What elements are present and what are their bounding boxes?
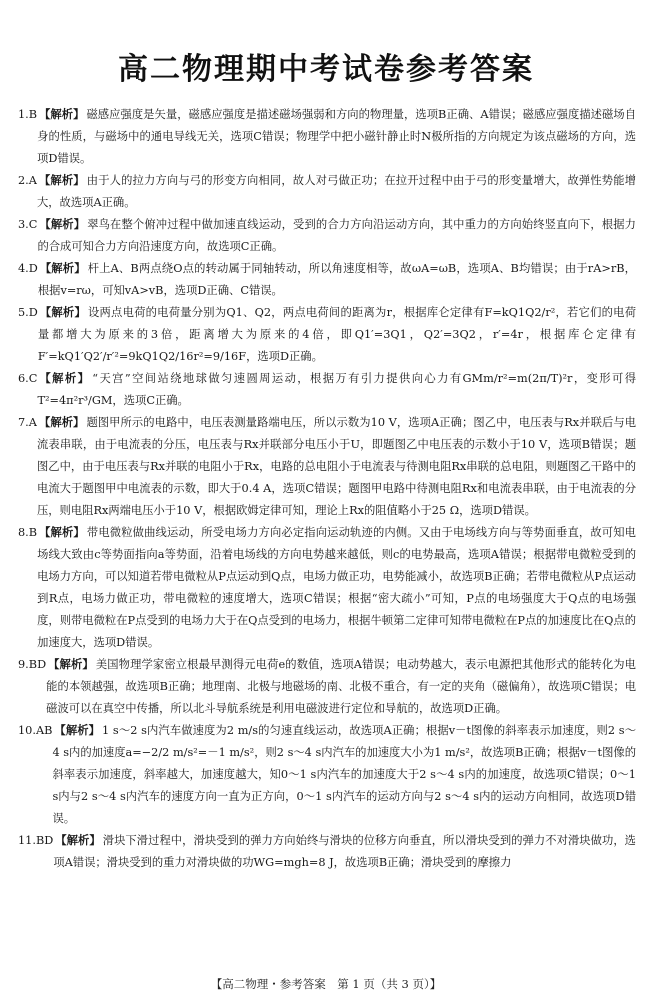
page-title: 高二物理期中考试卷参考答案 [118, 52, 534, 87]
answer-number: 3. [18, 218, 29, 231]
analysis-tag: 【解析】 [39, 108, 85, 121]
analysis-tag: 【解析】 [39, 526, 85, 539]
analysis-tag: 【解析】 [38, 416, 85, 429]
answer-choice: D [28, 262, 38, 275]
page-footer: 【高二物理・参考答案 第 1 页（共 3 页）】 [210, 977, 442, 991]
answer-number: 4. [18, 262, 29, 275]
answer-choice: AB [35, 724, 53, 737]
analysis-text: 设两点电荷的电荷量分别为Q1、Q2，两点电荷间的距离为r，根据库仑定律有F=kQ1Q2/r²，若它们的电荷量都增大为原来的3倍，距离增大为原来的4倍，即Q1′=3Q1，Q2′=3Q2，r′=4r，根据库仑定律有F′=kQ1′Q2′/r′²=9kQ1Q2/16r²=9/16F，选项D正确。 [37, 306, 636, 363]
answer-number: 6. [18, 372, 29, 385]
answer-choice: C [28, 218, 38, 231]
answer-choice: D [28, 306, 38, 319]
analysis-tag: 【解析】 [38, 174, 85, 187]
answer-item-10 [18, 720, 636, 830]
analysis-text: 滑块下滑过程中，滑块受到的弹力方向始终与滑块的位移方向垂直，所以滑块受到的弹力不对滑块做功，选项A错误；滑块受到的重力对滑块做的功WG=mgh=8 J，故选项B正确；滑块受到的摩擦力 [53, 834, 636, 869]
answer-number: 8. [18, 526, 29, 539]
answer-number: 9. [18, 658, 29, 671]
analysis-text: 磁感应强度是矢量，磁感应强度是描述磁场强弱和方向的物理量，选项B正确、A错误；磁感应强度描述磁场自身的性质，与磁场中的通电导线无关，选项C错误；物理学中把小磁针静止时N极所指的方向规定为该点磁场的方向，选项D错误。 [37, 108, 636, 165]
analysis-text: 1 s～2 s内汽车做速度为2 m/s的匀速直线运动，故选项A正确；根据v－t图像的斜率表示加速度，则2 s～4 s内的加速度a=−2/2 m/s²=－1 m/s²，则2 s～4 s内汽车的加速度大小为1 m/s²，故选项B正确；根据v－t图像的斜率表示加速度，斜率越大，加速度越大，知0～1 s内汽车的加速度大于2 s～4 s内的加速度，故选项C错误；0～1 s内与2 s～4 s内汽车的速度方向一直为正方向，0～1 s内汽车的运动方向与2 s～4 s内的运动方向相同，故选项D错误。 [52, 724, 636, 825]
answer-item-2 [18, 170, 636, 214]
answer-choice: C [28, 372, 38, 385]
answer-choice: A [28, 174, 37, 187]
answer-item-6 [18, 368, 636, 412]
analysis-text: 翠鸟在整个俯冲过程中做加速直线运动，受到的合力方向沿运动方向，其中重力的方向始终竖直向下，根据力的合成可知合力方向沿速度方向，故选项C正确。 [37, 218, 636, 253]
answer-item-3 [18, 214, 636, 258]
answer-choice: BD [28, 658, 47, 671]
answer-item-1 [18, 104, 636, 170]
analysis-text: 题图甲所示的电路中，电压表测量路端电压，所以示数为10 V，选项A正确；图乙中，电压表与Rx并联后与电流表串联，由于电流表的分压，电压表与Rx并联部分电压小于U，即题图乙中电压表的示数小于10 V，选项B错误；题图乙中，由于电压表与Rx并联的电阻小于Rx，电路的总电阻小于电流表与待测电阻Rx串联的总电阻，则题图乙干路中的电流大于题图甲中电流表的示数，即大于0.4 A，选项C错误；题图甲电路中待测电阻Rx和电流表串联，由于电流表的分压，则电阻Rx两端电压小于10 V，根据欧姆定律可知，理论上Rx的阻值略小于25 Ω，选项D错误。 [36, 416, 636, 517]
answer-choice: B [28, 526, 38, 539]
answer-item-4 [18, 258, 636, 302]
analysis-tag: 【解析】 [55, 834, 101, 847]
answer-number: 2. [18, 174, 29, 187]
answer-item-7 [18, 412, 636, 522]
answer-number: 7. [18, 416, 29, 429]
answer-item-5 [18, 302, 636, 368]
answer-item-11 [18, 830, 636, 874]
analysis-text: “天宫”空间站绕地球做匀速圆周运动，根据万有引力提供向心力有GMm/r²=m(2π/T)²r，变形可得T²=4π²r³/GM，选项C正确。 [37, 372, 636, 407]
answer-number: 1. [18, 108, 29, 121]
answer-choice: A [28, 416, 37, 429]
answer-number: 11. [18, 834, 36, 847]
analysis-tag: 【解析】 [39, 372, 91, 385]
analysis-text: 由于人的拉力方向与弓的形变方向相同，故人对弓做正功；在拉开过程中由于弓的形变量增大，故弹性势能增大，故选项A正确。 [36, 174, 636, 209]
analysis-text: 杆上A、B两点绕O点的转动属于同轴转动，所以角速度相等，故ωA=ωB，选项A、B均错误；由于rA>rB，根据v=rω，可知vA>vB，选项D正确、C错误。 [37, 262, 636, 297]
answer-number: 5. [18, 306, 29, 319]
analysis-tag: 【解析】 [39, 306, 86, 319]
analysis-tag: 【解析】 [39, 218, 86, 231]
analysis-text: 美国物理学家密立根最早测得元电荷e的数值，选项A错误；电动势越大，表示电源把其他形式的能转化为电能的本领越强，故选项B正确；地理南、北极与地磁场的南、北极不重合，有一定的夹角（磁偏角），故选项C错误；电磁波可以在真空中传播，所以北斗导航系统是利用电磁波进行定位和导航的，故选项D正确。 [46, 658, 636, 715]
analysis-text: 带电微粒做曲线运动，所受电场力方向必定指向运动轨迹的内侧。又由于电场线方向与等势面垂直，故可知电场线大致由c等势面指向a等势面，沿着电场线的方向电势越来越低，则c的电势最高，选项A错误；根据带电微粒受到的电场力方向，可以知道若带电微粒从P点运动到Q点，电场力做正功，电势能减小，故选项B正确；若带电微粒从P点运动到R点，电场力做正功，带电微粒的速度增大，选项C错误；根据“密大疏小”可知，P点的电场强度大于Q点的电场强度，则带电微粒在P点受到的电场力大于在Q点受到的电场力，根据牛顿第二定律可知带电微粒在P点的加速度比在Q点的加速度大，选项D错误。 [37, 526, 636, 649]
analysis-tag: 【解析】 [54, 724, 101, 737]
answer-choice: BD [35, 834, 54, 847]
answer-item-9 [18, 654, 636, 720]
analysis-tag: 【解析】 [48, 658, 94, 671]
answer-number: 10. [18, 724, 36, 737]
answer-item-8 [18, 522, 636, 654]
analysis-tag: 【解析】 [39, 262, 86, 275]
answers-list [18, 104, 636, 874]
answer-choice: B [28, 108, 38, 121]
